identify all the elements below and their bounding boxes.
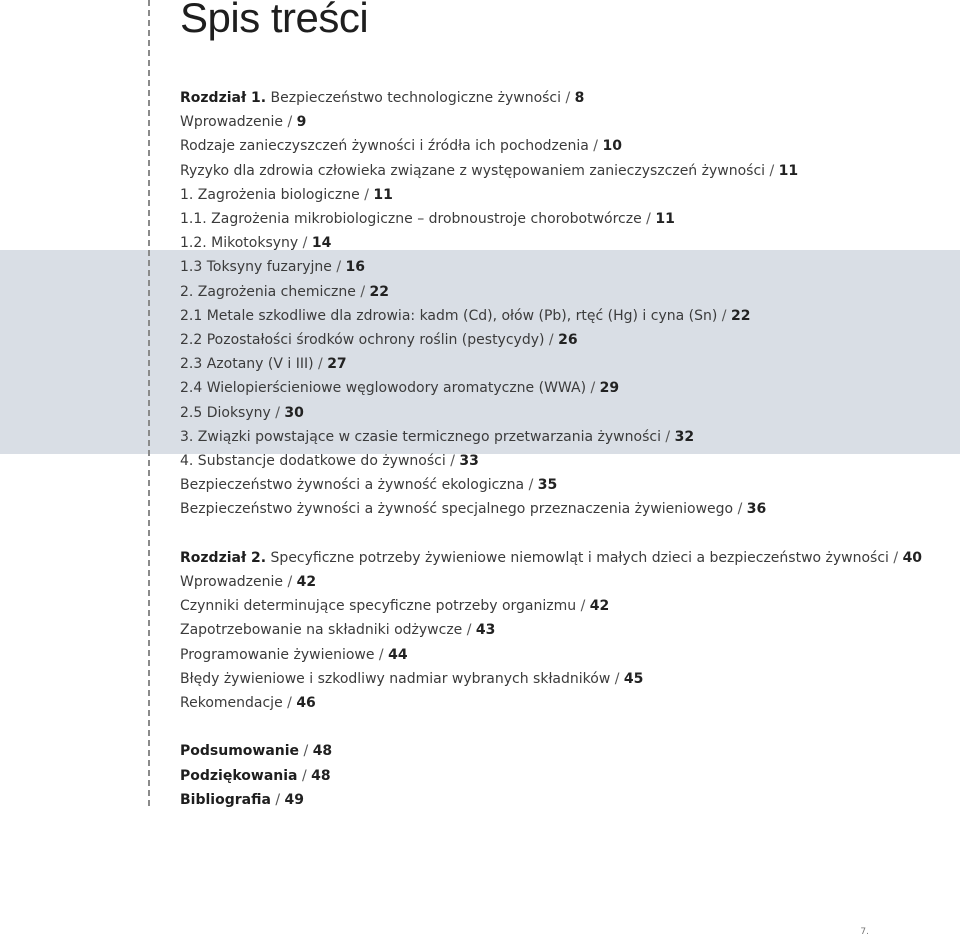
entry-title: Rekomendacje [180,695,288,711]
entry-page-number: 30 [284,404,304,421]
entry-separator: / [275,791,281,808]
entry-title: 3. Związki powstające w czasie termicznego przetwarzania żywności [180,428,661,445]
entry-title: 1.1. Zagrożenia mikrobiologiczne – drobnoustroje chorobotwórcze [180,211,642,227]
entry-separator: / [665,428,671,445]
entry-page-number: 11 [373,186,393,203]
entry-title: Zapotrzebowanie na składniki odżywcze [180,622,463,639]
entry-separator: / [721,307,727,324]
toc-entry[interactable] [180,306,750,326]
toc-entry[interactable] [180,378,619,398]
entry-page-number: 36 [746,501,767,518]
toc-entry[interactable] [180,475,557,495]
entry-separator: / [275,404,280,421]
entry-separator: / [737,501,743,518]
entry-page-number: 10 [602,138,622,155]
entry-separator: / [450,453,455,469]
entry-page-number: 48 [312,743,333,760]
end-section-entry[interactable] [180,741,332,761]
entry-title: 1. Zagrożenia biologiczne [180,186,360,203]
entry-page-number: 42 [589,598,610,615]
entry-page-number: 32 [674,428,695,445]
chapter-heading[interactable] [180,548,922,568]
dashed-margin-line [148,0,150,806]
toc-entry[interactable] [180,669,643,689]
entry-separator: / [646,211,651,227]
entry-title: Rodzaje zanieczyszczeń żywności i źródła ich pochodzenia [180,138,589,155]
entry-page-number: 43 [475,622,496,639]
toc-entry[interactable] [180,161,798,181]
entry-separator: / [287,114,293,131]
entry-title: Wprowadzenie [180,114,283,131]
toc-entry[interactable] [180,354,347,374]
entry-separator: / [378,646,384,663]
entry-label: Rozdział 2. [180,549,267,566]
toc-entry[interactable] [180,112,306,132]
entry-page-number: 27 [327,356,347,373]
entry-page-number: 49 [284,791,305,808]
entry-title: 4. Substancje dodatkowe do żywności [180,453,446,469]
entry-separator: / [590,380,596,397]
entry-label: Podziękowania [180,767,298,784]
entry-title: 2.3 Azotany (V i III) [180,356,314,373]
entry-page-number: 35 [537,477,558,494]
entry-title: Błędy żywieniowe i szkodliwy nadmiar wybranych składników [180,670,611,687]
entry-separator: / [548,332,554,348]
entry-page-number: 44 [388,646,408,663]
entry-title: 1.3 Toksyny fuzaryjne [180,259,332,276]
entry-page-number: 16 [345,259,366,276]
entry-page-number: 40 [902,549,923,566]
toc-entry[interactable] [180,233,331,253]
toc-entry[interactable] [180,620,495,640]
entry-title: 1.2. Mikotoksyny [180,235,299,252]
entry-title: 2.2 Pozostałości środków ochrony roślin (pestycydy) [180,332,545,348]
entry-title: 2. Zagrożenia chemiczne [180,283,356,300]
end-section-entry[interactable] [180,790,304,810]
entry-title: Programowanie żywieniowe [180,646,375,663]
entry-page-number: 29 [599,380,620,397]
entry-page-number: 8 [574,90,585,106]
page-number: 7. [860,927,869,937]
entry-separator: / [528,477,534,494]
toc-entry[interactable] [180,451,479,471]
entry-page-number: 9 [296,114,307,131]
page-title: Spis treści [180,0,369,41]
chapter-heading[interactable] [180,88,584,108]
entry-title: Wprowadzenie [180,574,283,590]
entry-separator: / [287,695,292,711]
entry-separator: / [302,235,308,252]
entry-separator: / [769,162,775,179]
entry-separator: / [360,283,366,300]
toc-entry[interactable] [180,257,365,277]
entry-page-number: 42 [296,574,317,590]
entry-title: 2.1 Metale szkodliwe dla zdrowia: kadm (Cd), ołów (Pb), rtęć (Hg) i cyna (Sn) [180,307,718,324]
entry-title: Specyficzne potrzeby żywieniowe niemowląt i małych dzieci a bezpieczeństwo żywności [270,549,889,566]
entry-page-number: 22 [730,307,751,324]
entry-separator: / [287,574,293,590]
toc-entry[interactable] [180,693,316,713]
entry-separator: / [614,670,620,687]
entry-separator: / [565,90,571,106]
highlight-band [0,250,960,454]
entry-title: Czynniki determinujące specyficzne potrzeby organizmu [180,598,577,615]
entry-title: Bezpieczeństwo żywności a żywność specjalnego przeznaczenia żywieniowego [180,501,734,518]
entry-separator: / [303,743,309,760]
toc-entry[interactable] [180,185,393,205]
entry-separator: / [593,138,599,155]
end-section-entry[interactable] [180,766,331,786]
entry-page-number: 22 [369,283,389,300]
entry-page-number: 45 [623,670,644,687]
entry-separator: / [893,549,899,566]
toc-entry[interactable] [180,645,408,665]
entry-title: 2.4 Wielopierścieniowe węglowodory aromatyczne (WWA) [180,380,587,397]
entry-separator: / [580,598,586,615]
entry-label: Rozdział 1. [180,90,267,106]
entry-page-number: 11 [655,211,675,227]
toc-entry[interactable] [180,330,578,350]
entry-page-number: 14 [311,235,332,252]
entry-title: 2.5 Dioksyny [180,404,271,421]
entry-separator: / [364,186,369,203]
toc-entry[interactable] [180,596,609,616]
entry-title: Bezpieczeństwo żywności a żywność ekologiczna [180,477,525,494]
entry-page-number: 11 [778,162,799,179]
toc-entry[interactable] [180,136,622,156]
entry-title: Bezpieczeństwo technologiczne żywności [270,90,562,106]
entry-title: Ryzyko dla zdrowia człowieka związane z występowaniem zanieczyszczeń żywności [180,162,766,179]
entry-label: Bibliografia [180,791,271,808]
toc-entry[interactable] [180,572,316,592]
toc-entry[interactable] [180,282,389,302]
entry-page-number: 48 [311,767,331,784]
entry-page-number: 33 [459,453,479,469]
entry-separator: / [318,356,323,373]
toc-entry[interactable] [180,403,304,423]
toc-entry[interactable] [180,427,694,447]
entry-separator: / [301,767,307,784]
toc-entry[interactable] [180,499,766,519]
entry-separator: / [336,259,342,276]
entry-label: Podsumowanie [180,743,300,760]
entry-page-number: 26 [558,332,578,348]
entry-separator: / [466,622,472,639]
entry-page-number: 46 [296,695,316,711]
toc-entry[interactable] [180,209,675,229]
